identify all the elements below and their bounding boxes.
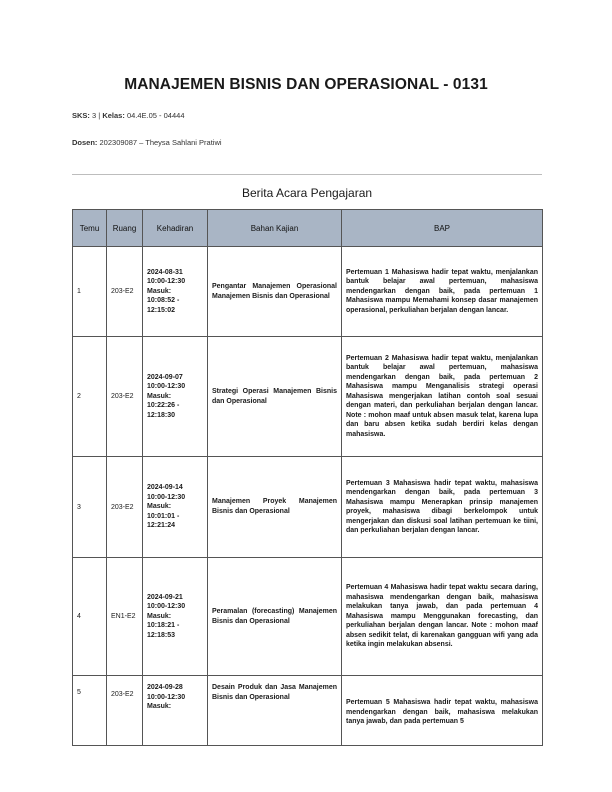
kelas-value: 04.4E.05 - 04444 — [126, 111, 185, 120]
masuk-label: Masuk: — [147, 392, 172, 400]
cell-temu: 5 — [73, 676, 107, 746]
table-row — [73, 337, 543, 457]
table-row — [73, 247, 543, 337]
course-info — [72, 111, 184, 120]
header-temu: Temu — [73, 210, 107, 247]
dosen-label: Dosen: — [72, 138, 98, 147]
cell-temu: 4 — [73, 558, 107, 676]
cell-temu: 2 — [73, 337, 107, 457]
cell-bap: Pertemuan 2 Mahasiswa hadir tepat waktu, menjalankan bantuk belajar awal pertemuan, mahasiswa mendengarkan dengan baik, pada pertemuan 2 Mahasiswa mampu Menganalisis strategi operasi Mahasiswa mengerjakan latihan contoh soal sesuai dengan materi, dan perkuliahan berjalan dengan lancar. Note : mohon maaf untuk absen masuk telat, karena lupa dan baru absen ketika sudah berdiri kelas dengan mahasiswa. — [342, 337, 543, 457]
masuk-time: 10:22:26 - — [147, 402, 180, 410]
time-range-text: 10:00-12:30 — [147, 278, 186, 286]
sks-value: 3 — [92, 111, 97, 120]
header-ruang: Ruang — [107, 210, 143, 247]
divider — [72, 174, 542, 175]
cell-bahan-kajian: Desain Produk dan Jasa Manajemen Bisnis dan Operasional — [208, 676, 342, 746]
date-text: 2024-09-07 — [147, 373, 183, 381]
cell-bahan-kajian: Manajemen Proyek Manajemen Bisnis dan Operasional — [208, 457, 342, 558]
cell-kehadiran — [143, 247, 208, 337]
section-title: Berita Acara Pengajaran — [241, 186, 373, 200]
date-text: 2024-09-28 — [147, 684, 183, 691]
time-range-text: 10:00-12:30 — [147, 693, 186, 701]
cell-bahan-kajian: Strategi Operasi Manajemen Bisnis dan Operasional — [208, 337, 342, 457]
time-range-text: 10:00-12:30 — [147, 493, 186, 501]
cell-bap: Pertemuan 4 Mahasiswa hadir tepat waktu secara daring, mahasiswa mendengarkan dengan baik, mahasiswa melakukan tanya jawab, dan pada pertemuan 4 Mahasiswa mampu Menggunakan forecasting, dan perkuliahan berjalan dengan lancar. Note : mohon maaf absen sedikit telat, di karenakan gangguan wifi yang ada ketika ingin melakukan absensi. — [342, 558, 543, 676]
kelas-label: Kelas: — [102, 111, 125, 120]
sks-label: SKS: — [72, 111, 90, 120]
date-text: 2024-08-31 — [147, 268, 183, 276]
cell-ruang: 203-E2 — [107, 457, 143, 558]
cell-kehadiran — [143, 558, 208, 676]
cell-temu: 3 — [73, 457, 107, 558]
masuk-label: Masuk: — [147, 503, 172, 511]
masuk-time: 10:01:01 - — [147, 512, 180, 520]
cell-kehadiran — [143, 457, 208, 558]
table-row — [73, 558, 543, 676]
keluar-time: 12:18:53 — [147, 631, 176, 639]
masuk-time: 10:08:52 - — [147, 297, 180, 305]
keluar-time: 12:18:30 — [147, 411, 176, 419]
cell-kehadiran — [143, 676, 208, 746]
cell-ruang: 203-E2 — [107, 676, 143, 746]
table-clip — [72, 209, 544, 726]
masuk-label: Masuk: — [147, 612, 172, 620]
lecturer-info — [72, 138, 222, 147]
masuk-label: Masuk: — [147, 703, 172, 710]
date-text: 2024-09-14 — [147, 484, 183, 492]
separator: | — [98, 111, 101, 120]
cell-bahan-kajian: Peramalan (forecasting) Manajemen Bisnis dan Operasional — [208, 558, 342, 676]
header-bahan-kajian: Bahan Kajian — [208, 210, 342, 247]
table-row — [73, 676, 543, 746]
cell-bap: Pertemuan 1 Mahasiswa hadir tepat waktu, menjalankan bantuk belajar awal pertemuan, mahasiswa mendengarkan dengan baik, pada pertemuan 1 Mahasiswa mampu Memahami konsep dasar manajemen operasional, perkuliahan berjalan dengan lancar. — [342, 247, 543, 337]
header-kehadiran: Kehadiran — [143, 210, 208, 247]
cell-ruang: EN1-E2 — [107, 558, 143, 676]
table-row — [73, 457, 543, 558]
cell-bap: Pertemuan 5 Mahasiswa hadir tepat waktu, mahasiswa mendengarkan dengan baik, mahasiswa melakukan tanya jawab, dan pada pertemuan 5 — [342, 676, 543, 746]
masuk-time: 10:18:21 - — [147, 622, 180, 630]
cell-bahan-kajian: Pengantar Manajemen Operasional Manajemen Bisnis dan Operasional — [208, 247, 342, 337]
time-range-text: 10:00-12:30 — [147, 383, 186, 391]
cell-ruang: 203-E2 — [107, 337, 143, 457]
table-header-row — [73, 210, 543, 247]
dosen-value: 202309087 – Theysa Sahlani Pratiwi — [99, 138, 222, 147]
cell-kehadiran — [143, 337, 208, 457]
cell-ruang: 203-E2 — [107, 247, 143, 337]
date-text: 2024-09-21 — [147, 593, 183, 601]
time-range-text: 10:00-12:30 — [147, 603, 186, 611]
keluar-time: 12:21:24 — [147, 522, 176, 530]
bap-table — [72, 209, 543, 746]
cell-temu: 1 — [73, 247, 107, 337]
header-bap: BAP — [342, 210, 543, 247]
masuk-label: Masuk: — [147, 287, 172, 295]
keluar-time: 12:15:02 — [147, 306, 176, 314]
document-title: MANAJEMEN BISNIS DAN OPERASIONAL - 0131 — [124, 76, 488, 93]
cell-bap: Pertemuan 3 Mahasiswa hadir tepat waktu, mahasiswa mendengarkan dengan baik, pada pertemuan 3 Mahasiswa mampu Menerapkan prinsip manajemen proyek, mahasiswa dibagi berkelompok untuk mengerjakan dan diskusi soal latihan pertemuan ke tiini, dan perkuliahan berjalan dengan lancar. — [342, 457, 543, 558]
